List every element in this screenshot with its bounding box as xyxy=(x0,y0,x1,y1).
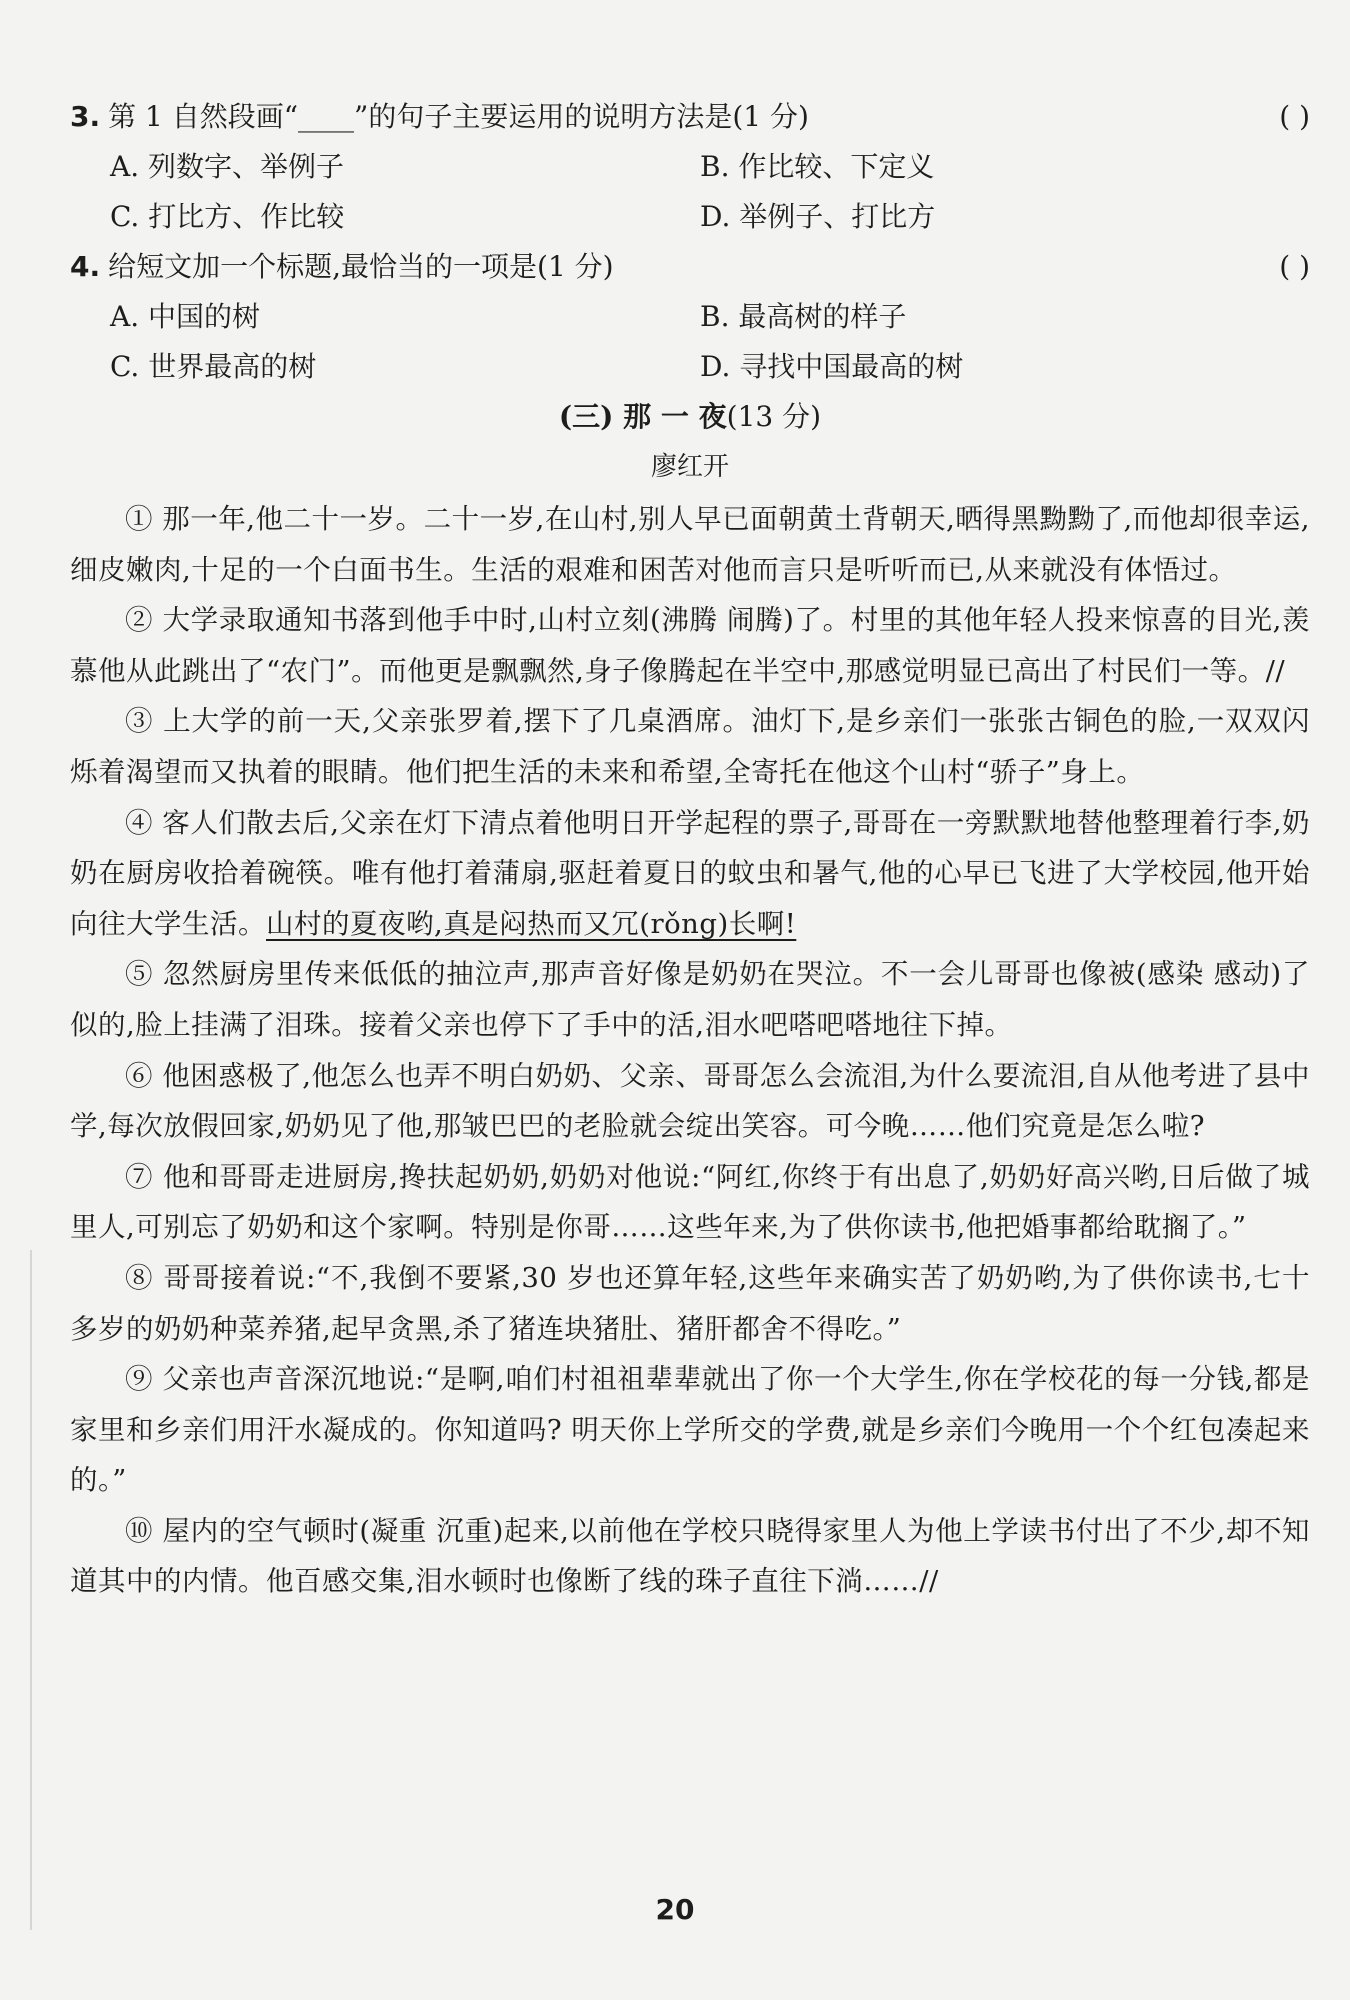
section-title-text: (三) 那 一 夜 xyxy=(558,400,727,433)
options-row xyxy=(70,292,1310,342)
options-row xyxy=(70,192,1310,242)
question-4 xyxy=(70,242,1310,292)
paragraph-4 xyxy=(70,798,1310,950)
option-b[interactable]: B. 作比较、下定义 xyxy=(700,150,935,183)
option-a[interactable]: A. 中国的树 xyxy=(110,300,261,333)
author: 廖红开 xyxy=(650,452,729,482)
options-row xyxy=(70,142,1310,192)
paragraph-3: ③ 上大学的前一天,父亲张罗着,摆下了几桌酒席。油灯下,是乡亲们一张张古铜色的脸,一双双闪烁着渴望而又执着的眼睛。他们把生活的未来和希望,全寄托在他这个山村“骄子”身上。 xyxy=(70,705,1310,788)
paragraph-2: ② 大学录取通知书落到他手中时,山村立刻(沸腾 闹腾)了。村里的其他年轻人投来惊喜的目光,羡慕他从此跳出了“农门”。而他更是飘飘然,身子像腾起在半空中,那感觉明显已高出了村民们一等。// xyxy=(70,604,1310,687)
section-points: (13 分) xyxy=(726,400,822,433)
worksheet-page xyxy=(70,92,1310,1607)
paragraph-6: ⑥ 他困惑极了,他怎么也弄不明白奶奶、父亲、哥哥怎么会流泪,为什么要流泪,自从他考进了县中学,每次放假回家,奶奶见了他,那皱巴巴的老脸就会绽出笑容。可今晚……他们究竟是怎么啦? xyxy=(70,1059,1310,1143)
answer-parentheses[interactable]: ( ) xyxy=(1279,100,1310,133)
paragraph-1: ① 那一年,他二十一岁。二十一岁,在山村,别人早已面朝黄土背朝天,晒得黑黝黝了,而他却很幸运,细皮嫩肉,十足的一个白面书生。生活的艰难和困苦对他而言只是听听而已,从来就没有体悟过。 xyxy=(70,503,1310,586)
option-d[interactable]: D. 举例子、打比方 xyxy=(700,200,936,233)
question-text: 给短文加一个标题,最恰当的一项是(1 分) xyxy=(108,250,614,283)
paragraph-5: ⑤ 忽然厨房里传来低低的抽泣声,那声音好像是奶奶在哭泣。不一会儿哥哥也像被(感染 感动)了似的,脸上挂满了泪珠。接着父亲也停下了手中的活,泪水吧嗒吧嗒地往下掉。 xyxy=(70,958,1310,1041)
option-b[interactable]: B. 最高树的样子 xyxy=(700,300,907,333)
option-c[interactable]: C. 打比方、作比较 xyxy=(110,200,345,233)
paragraph-9: ⑨ 父亲也声音深沉地说:“是啊,咱们村祖祖辈辈就出了你一个大学生,你在学校花的每一分钱,都是家里和乡亲们用汗水凝成的。你知道吗? 明天你上学所交的学费,就是乡亲们今晚用一个个红包凑起来的。” xyxy=(70,1363,1310,1497)
answer-parentheses[interactable]: ( ) xyxy=(1279,250,1310,283)
paragraph-8: ⑧ 哥哥接着说:“不,我倒不要紧,30 岁也还算年轻,这些年来确实苦了奶奶哟,为了供你读书,七十多岁的奶奶种菜养猪,起早贪黑,杀了猪连块猪肚、猪肝都舍不得吃。” xyxy=(70,1261,1310,1345)
section-title xyxy=(70,392,1310,442)
question-number: 3. xyxy=(70,100,101,133)
question-number: 4. xyxy=(70,250,101,283)
paragraph-7: ⑦ 他和哥哥走进厨房,搀扶起奶奶,奶奶对他说:“阿红,你终于有出息了,奶奶好高兴哟,日后做了城里人,可别忘了奶奶和这个家啊。特别是你哥……这些年来,为了供你读书,他把婚事都给耽搁了。” xyxy=(70,1160,1310,1244)
paragraph-10: ⑩ 屋内的空气顿时(凝重 沉重)起来,以前他在学校只晓得家里人为他上学读书付出了不少,却不知道其中的内情。他百感交集,泪水顿时也像断了线的珠子直往下淌……// xyxy=(70,1514,1310,1598)
page-number: 20 xyxy=(655,1893,695,1926)
question-text: 第 1 自然段画“____”的句子主要运用的说明方法是(1 分) xyxy=(108,100,809,133)
option-c[interactable]: C. 世界最高的树 xyxy=(110,350,317,383)
underlined-sentence: 山村的夏夜哟,真是闷热而又冗(rǒng)长啊! xyxy=(266,907,797,940)
page-edge-line xyxy=(30,1250,32,1930)
paragraph-4-text: ④ 客人们散去后,父亲在灯下清点着他明日开学起程的票子,哥哥在一旁默默地替他整理着行李,奶奶在厨房收拾着碗筷。唯有他打着蒲扇,驱赶着夏日的蚊虫和暑气,他的心早已飞进了大学校园,他开始向往大学生活。 xyxy=(70,806,1310,940)
option-d[interactable]: D. 寻找中国最高的树 xyxy=(700,350,964,383)
options-row xyxy=(70,342,1310,392)
option-a[interactable]: A. 列数字、举例子 xyxy=(110,150,345,183)
question-3 xyxy=(70,92,1310,142)
